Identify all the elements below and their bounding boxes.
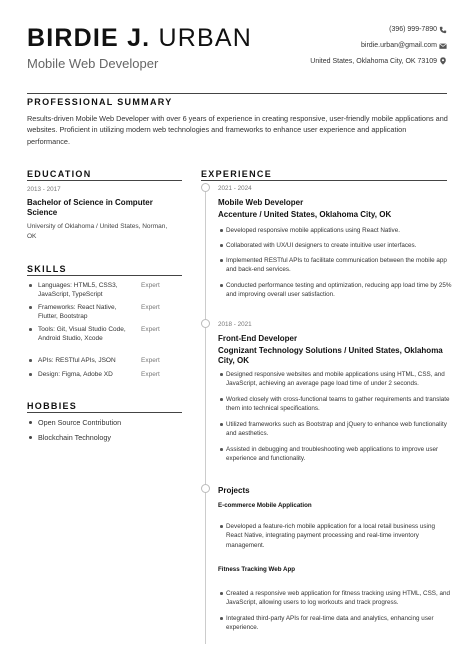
job-bullet: Collaborated with UX/UI designers to create intuitive user interfaces. — [226, 241, 452, 250]
candidate-name: BIRDIE J. URBAN — [27, 24, 252, 52]
job-bullet: Developed responsive mobile applications using React Native. — [226, 226, 452, 235]
divider — [27, 93, 447, 94]
job-bullet: Utilized frameworks such as Bootstrap and jQuery to enhance web functionality and aesthetics. — [226, 420, 452, 439]
skills-heading: SKILLS — [27, 264, 67, 274]
timeline-node — [201, 319, 210, 328]
projects-heading: Projects — [218, 486, 250, 495]
project-title: E-commerce Mobile Application — [218, 502, 312, 509]
divider — [201, 180, 447, 181]
job-company: Accenture / United States, Oklahoma City, OK — [218, 210, 392, 219]
job-dates: 2018 - 2021 — [218, 321, 252, 328]
summary-heading: PROFESSIONAL SUMMARY — [27, 97, 173, 107]
location-text: United States, Oklahoma City, OK 73109 — [310, 58, 437, 65]
email-icon — [439, 42, 447, 50]
job-bullet: Worked closely with cross-functional teams to gather requirements and translate them into technical specifications. — [226, 395, 452, 414]
divider — [27, 275, 182, 276]
timeline-node — [201, 183, 210, 192]
degree-title: Bachelor of Science in Computer Science — [27, 198, 153, 217]
email-address: birdie.urban@gmail.com — [361, 42, 437, 49]
phone-icon — [439, 26, 447, 34]
summary-text: Results-driven Mobile Web Developer with over 6 years of experience in creating responsive, user-friendly mobile applications and websites. Proficient in utilizing modern web technologies and frameworks to enhance user experience and application performance. — [27, 114, 448, 146]
project-title: Fitness Tracking Web App — [218, 566, 296, 573]
job-bullet: Conducted performance testing and optimization, reducing app load time by 25% and improving overall user satisfaction. — [226, 281, 452, 300]
school-name: University of Oklahoma / United States, Norman, OK — [27, 223, 168, 240]
timeline-line — [205, 189, 206, 644]
experience-heading: EXPERIENCE — [201, 169, 273, 179]
job-dates: 2021 - 2024 — [218, 185, 252, 192]
project-bullet: Integrated third-party APIs for real-time data and analytics, enhancing user experience. — [226, 614, 452, 633]
project-bullet: Developed a feature-rich mobile application for a local retail business using React Native, integrating payment processing and real-time inventory management. — [226, 522, 452, 550]
job-bullet: Designed responsive websites and mobile applications using HTML, CSS, and JavaScript, achieving an average page load time of under 2 seconds. — [226, 370, 452, 389]
job-role: Mobile Web Developer — [27, 56, 159, 71]
job-bullet: Assisted in debugging and troubleshooting web applications to improve user experience and functionality. — [226, 445, 452, 464]
job-title: Front-End Developer — [218, 334, 298, 343]
divider — [27, 180, 182, 181]
location-pin-icon — [439, 57, 447, 65]
job-bullet: Implemented RESTful APIs to facilitate communication between the mobile app and back-end services. — [226, 256, 452, 275]
education-dates: 2013 - 2017 — [27, 186, 61, 193]
phone-number: (396) 999-7890 — [389, 26, 437, 33]
timeline-node — [201, 484, 210, 493]
job-company: Cognizant Technology Solutions / United States, Oklahoma City, OK — [218, 346, 443, 365]
project-bullet: Created a responsive web application for fitness tracking using HTML, CSS, and JavaScript, allowing users to log workouts and track progress. — [226, 589, 452, 608]
education-heading: EDUCATION — [27, 169, 92, 179]
job-title: Mobile Web Developer — [218, 198, 304, 207]
divider — [27, 412, 182, 413]
hobbies-heading: HOBBIES — [27, 401, 78, 411]
